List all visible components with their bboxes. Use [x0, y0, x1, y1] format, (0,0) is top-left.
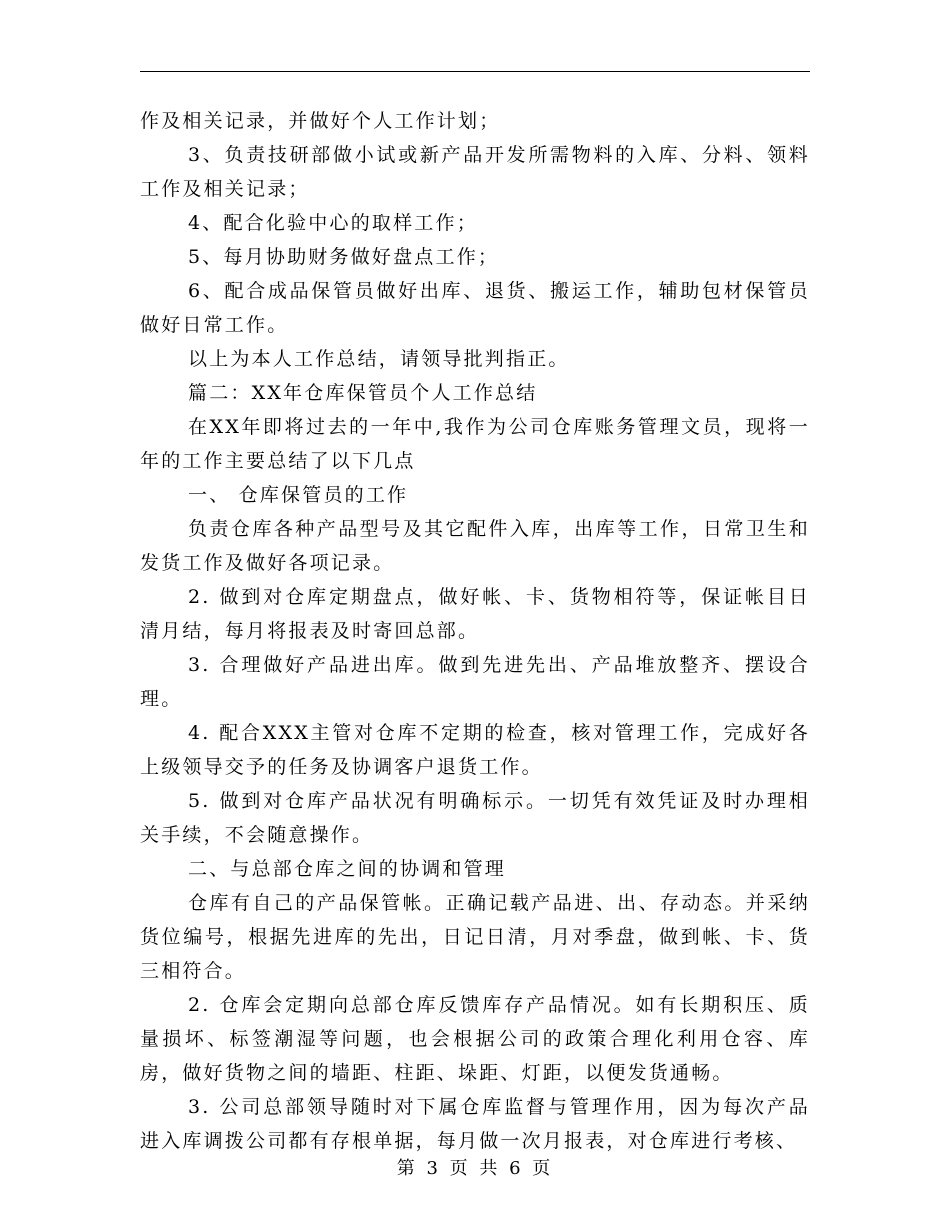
section-heading: 二、与总部仓库之间的协调和管理 — [188, 858, 507, 880]
paragraph: 作及相关记录，并做好个人工作计划； — [140, 110, 501, 132]
paragraph: 4、配合化验中心的取样工作； — [188, 212, 478, 234]
paragraph: 4. 配合XXX主管对仓库不定期的检查，核对管理工作，完成好各上级领导交予的任务及协调客户退货工作。 — [140, 722, 810, 778]
paragraph: 仓库有自己的产品保管帐。正确记载产品进、出、存动态。并采纳货位编号，根据先进库的先出，日记日清，月对季盘，做到帐、卡、货三相符合。 — [140, 892, 810, 982]
paragraph: 在XX年即将过去的一年中,我作为公司仓库账务管理文员，现将一年的工作主要总结了以下几点 — [140, 416, 810, 472]
page-number: 第 3 页 共 6 页 — [396, 1158, 554, 1179]
header-rule — [140, 71, 810, 72]
paragraph: 2. 仓库会定期向总部仓库反馈库存产品情况。如有长期积压、质量损坏、标签潮湿等问题，也会根据公司的政策合理化利用仓容、库房，做好货物之间的墙距、柱距、垛距、灯距，以便发货通畅。 — [140, 994, 810, 1084]
paragraph: 3. 公司总部领导随时对下属仓库监督与管理作用，因为每次产品进入库调拨公司都有存根单据，每月做一次月报表，对仓库进行考核、 — [140, 1096, 810, 1152]
paragraph: 3. 合理做好产品进出库。做到先进先出、产品堆放整齐、摆设合理。 — [140, 654, 810, 710]
section-heading: 篇二：XX年仓库保管员个人工作总结 — [188, 382, 538, 404]
paragraph: 5. 做到对仓库产品状况有明确标示。一切凭有效凭证及时办理相关手续，不会随意操作。 — [140, 790, 810, 846]
paragraph: 以上为本人工作总结，请领导批判指正。 — [188, 348, 570, 370]
paragraph: 2. 做到对仓库定期盘点，做好帐、卡、货物相符等，保证帐目日清月结，每月将报表及时寄回总部。 — [140, 586, 810, 642]
paragraph: 6、配合成品保管员做好出库、退货、搬运工作，辅助包材保管员做好日常工作。 — [140, 280, 810, 336]
paragraph: 负责仓库各种产品型号及其它配件入库，出库等工作，日常卫生和发货工作及做好各项记录。 — [140, 518, 810, 574]
section-heading: 一、 仓库保管员的工作 — [188, 484, 409, 506]
document-body — [140, 104, 810, 1158]
paragraph: 3、负责技研部做小试或新产品开发所需物料的入库、分料、领料工作及相关记录； — [140, 144, 810, 200]
paragraph: 5、每月协助财务做好盘点工作； — [188, 246, 500, 268]
